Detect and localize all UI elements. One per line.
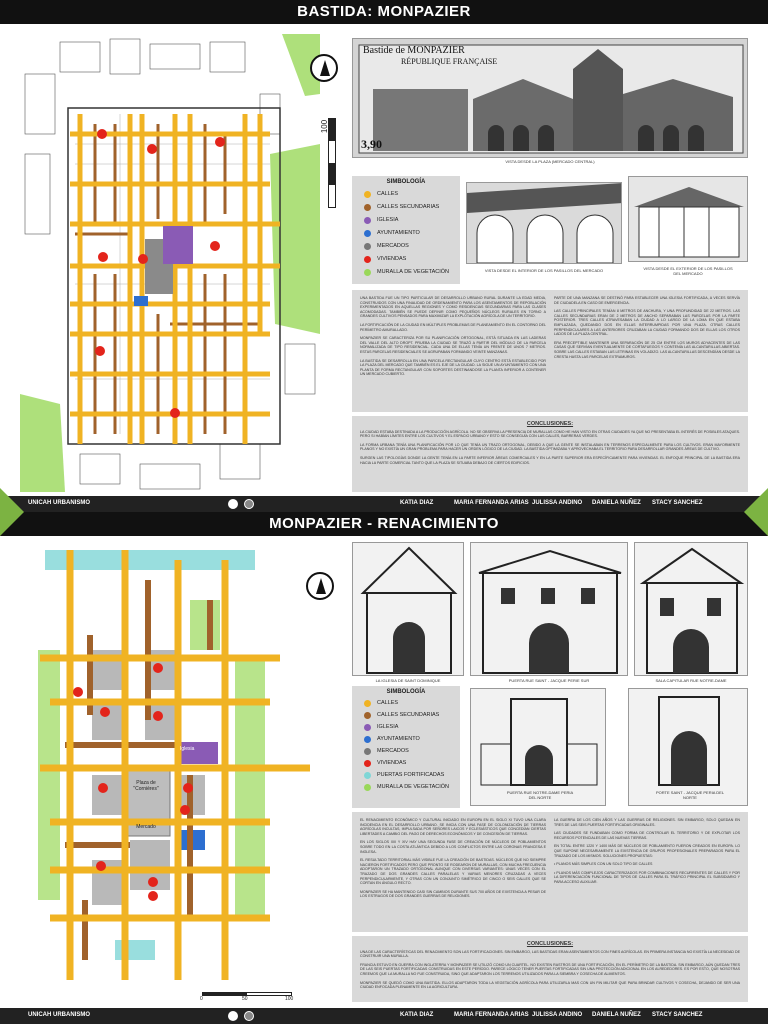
paragraph: LA FORTIFICACIÓN DE LA CIUDAD EN MÚLTIPLES PROBLEMAS DE PLANEAMIENTO EN EL CONTORNO DEL PERÍMETRO AMURALLADO. bbox=[360, 322, 546, 332]
text-col-right bbox=[554, 296, 740, 363]
author-name: MARIA FERNANDA ARIAS bbox=[454, 1012, 529, 1018]
paragraph: LAS CALLES PRINCIPALES TENÍAN 8 METROS DE ANCHURA, Y UNA PROFUNDIDAD DE 22 METROS. LAS CALLES SECUNDARIAS ERAN DE 2 METROS DE ANCHO SEPARABAN LAS PARCELAS POR LA PARTE POSTERIOR. TRES CALLES ATRAVESABAN LA CIUDAD A LO LARGO DE LA LOMA EN QUE ESTABA EMPLAZADA, QUEDANDO DOS EN ELLAS INTERRUMPIDAS POR UNA PLAZA. OTRAS CALLES PERPENDICULARES A LAS ANTERIORES CRUZABAN LA CIUDAD FORMANDO DOS DE ELLAS LOS OTROS LADOS DE LA PLAZA CENTRAL. bbox=[554, 309, 740, 337]
bastida-map bbox=[20, 34, 320, 492]
legend-title: SIMBOLOGÍA bbox=[386, 689, 426, 695]
legend-label: PUERTAS FORTIFICADAS bbox=[377, 772, 445, 778]
text-panel-2 bbox=[352, 812, 748, 932]
text-panel-1 bbox=[352, 290, 748, 412]
legend-swatch-icon bbox=[364, 760, 371, 767]
legend-label: MERCADOS bbox=[377, 748, 409, 754]
sheet2-title: MONPAZIER - RENACIMIENTO bbox=[0, 512, 768, 536]
logo-icon bbox=[244, 499, 254, 509]
logo-icon bbox=[244, 1011, 254, 1021]
sketch-gate-saint-jacque bbox=[470, 542, 628, 676]
legend-item bbox=[364, 190, 460, 198]
legend-item bbox=[364, 216, 460, 224]
legend-label: MURALLA DE VEGETACIÓN bbox=[377, 269, 450, 275]
mercado-label: Mercado bbox=[136, 824, 156, 830]
paragraph: FRANCIA ESTUVO EN GUERRA CON INGLATERRA Y MONPAZIER SE UTILIZÓ COMO UN CUARTEL. NO EXISTEN RASTROS DE UNA FORTIFICACIÓN, EN EL PERÍMETRO DE LA BASTIDA. SIN EMBARGO, AÚN QUEDAN TRES DE LAS SEIS PUERTAS FORTIFICADAS CONSTRUIDAS EN ESTE PERÍODO. PARECE LÓGICO TENER PUERTAS FORTIFICADAS SIN UNA PROTECCIÓN ADICIONAL EN LOS ALREDEDORES. ES POR ESTO, QUE NOSOTRAS CREEMOS QUE LA MURALLA NO FUE CONSTRUIDA, SINO QUE ADAPTARON LOS TERRENOS UTILIZADOS PARA LA SIEMBRA Y COSECHA DE ALIMENTOS. bbox=[360, 962, 740, 976]
paragraph: LA CIUDAD ESTABA DESTINADA A LA PRODUCCIÓN AGRÍCOLA. NO SE OBSERVA LA PRESENCIA DE MURALLAS COMO HE HAN VISTO EN OTRAS CIUDADES YA QUE NO PRESENTABA EL INTERÉS DE POSIBLES ATAQUES. PERO SI HABÍAN LÍMITES ENTRE LOS CULTIVOS Y EL ESPACIO URBANO Y ESTO SE CONSEGUÍA CON LAS CALLES, BARRERAS VERDES. bbox=[360, 429, 740, 439]
caption-church: LA IGLESIA DE SAINT DOMINIQUE bbox=[375, 678, 441, 683]
legend-label: CALLES bbox=[377, 700, 399, 706]
stamp-price: 3,90 bbox=[361, 137, 382, 151]
legend-item bbox=[364, 723, 460, 731]
legend-swatch-icon bbox=[364, 784, 371, 791]
stamp-country: RÉPUBLIQUE FRANÇAISE bbox=[401, 57, 498, 66]
legend-item bbox=[364, 268, 460, 276]
text-col-left bbox=[360, 818, 546, 903]
legend-item bbox=[364, 747, 460, 755]
author-name: KATIA DIAZ bbox=[400, 500, 434, 506]
corner-decoration bbox=[744, 488, 768, 512]
paragraph: EL RESULTADO TERRITORIAL MÁS VISIBLE FUE LA CREACIÓN DE BASTIDAS. NÚCLEOS QUE NO SIEMPRE NACIERON FORTIFICADOS PERO QUE PRONTO SE RODEARON DE MURALLAS, CON MUCHA FRECUENCIA ADOPTARON UN TRAZADO ORTOGONAL AUNQUE CON DIVERSAS VARIANTES: UNAS VECES CON EL TRAZADO DE DOS GRANDES CALLES PARALELAS Y VARIAS MENORES CRUZADAS A VECES PERPENDICULARMENTE, Y OTRAS CON UN CONJUNTO SIMÉTRICO DE CINCO O SEIS CALLES QUE SE CORTAN EN ÁNGULO RECTO. bbox=[360, 858, 546, 886]
legend-item bbox=[364, 203, 460, 211]
paragraph: SURGEN LAS TIPOLOGÍAS DONDE LA GENTE TENÍA EN LA PARTE INFERIOR ÁREAS COMERCIALES Y EN LA PARTE SUPERIOR ERA ESPECÍFICAMENTE PARA VIVIENDAS. EL ENFOQUE PRINCIPAL DE LA BASTIDA ERA HACIA LA PARTE COMERCIAL TANTO QUE LA PLAZA SE SITUABA DEBAJO DE CIERTOS EDIFICIOS. bbox=[360, 455, 740, 465]
paragraph: LA GUERRA DE LOS CIEN AÑOS Y LAS GUERRAS DE RELIGIONES. SIN EMBARGO, SOLO QUEDAN EN TRES DE LAS SEIS PUERTAS FORTIFICADAS ORIGINALES. bbox=[554, 818, 740, 827]
conclusions-title: CONCLUSIONES: bbox=[526, 421, 574, 427]
legend-label: CALLES bbox=[377, 191, 399, 197]
author-name: DANIELA NUÑEZ bbox=[592, 500, 641, 506]
caption-plaza: VISTA DESDE LA PLAZA (MERCADO CENTRAL) bbox=[505, 159, 595, 164]
caption-notre-dame: PUERTA RUE NOTRE-DAME PERIA DEL NORTE bbox=[506, 790, 574, 800]
paragraph: LA FORMA URBANA TENÍA UNA PLANIFICACIÓN POR LO QUE TENÍA UN TRAZO ORTOGONAL, DEBIDO A QUE LA GENTE SE INSTALABAN EN TERRENOS ESPECIALMENTE PARA LOS CULTIVOS. ERAN MAYORMENTE PLANOS Y NO EXISTÍA UN GRAN PROBLEMA PARA HACER UN ORDEN LÓGICO DE LA CIUDAD. LA BASTIDA OPTIMIZABA Y APROVECHABA EL TERRITORIO PARA DESARROLLAR GRANDES ÁREAS DE CULTIVO. bbox=[360, 442, 740, 452]
legend-2 bbox=[352, 686, 460, 808]
legend-label: MURALLA DE VEGETACIÓN bbox=[377, 784, 450, 790]
legend-swatch-icon bbox=[364, 243, 371, 250]
legend-swatch-icon bbox=[364, 700, 371, 707]
legend-item bbox=[364, 229, 460, 237]
footer-1 bbox=[0, 496, 768, 512]
course-label: UNICAH URBANISMO bbox=[28, 500, 90, 506]
paragraph: LA BASTIDA SE DESARROLLA EN UNA PARCELA RECTANGULAR CUYO CENTRO ESTÁ ESTABLECIDO POR LA PLAZA DEL MERCADO QUE TAMBIÉN ES EL EJE DE LA CIUDAD. LA SIGUE UN AYUNTAMIENTO CON UNA PLANTA DE FORMA RECTANGULAR CON SOPORTES DESTINANDOSE LA PLANTA INFERIOR A CONTENER UN MERCADO CUBIERTO. bbox=[360, 358, 546, 377]
author-name: KATIA DIAZ bbox=[400, 1012, 434, 1018]
renacimiento-map bbox=[30, 540, 320, 1004]
course-label: UNICAH URBANISMO bbox=[28, 1012, 90, 1018]
corner-decoration bbox=[744, 512, 768, 536]
north-arrow-icon bbox=[306, 572, 334, 600]
text-col-left bbox=[360, 296, 546, 381]
market-interior-drawing bbox=[467, 183, 622, 264]
legend-swatch-icon bbox=[364, 256, 371, 263]
paragraph: • PLANOS MÁS COMPLEJOS CARACTERIZADOS POR COMBINACIONES RECURRENTES DE CALLES Y POR LA DIFERENCIACIÓN FUNCIONAL DE TIPOS DE CALLES PARA EL TRÁFICO PRINCIPAL EL SUBSIDIARIO Y PARA ACCESO AUXILIAR. bbox=[554, 870, 740, 884]
scale-100: 100 bbox=[285, 996, 294, 1002]
sheet-renacimiento bbox=[0, 512, 768, 1024]
author-name: STACY SANCHEZ bbox=[652, 1012, 703, 1018]
conclusions-1 bbox=[352, 416, 748, 492]
sketch-gate-drawing bbox=[471, 543, 628, 676]
sheet1-title: BASTIDA: MONPAZIER bbox=[0, 0, 768, 24]
legend-swatch-icon bbox=[364, 724, 371, 731]
legend-label: IGLESIA bbox=[377, 217, 399, 223]
legend-label: AYUNTAMIENTO bbox=[377, 230, 420, 236]
market-interior-photo bbox=[466, 182, 622, 264]
legend-label: CALLES SECUNDARIAS bbox=[377, 204, 440, 210]
caption-saint-jacque: PUERTA RUE SAINT - JACQUE PERIE SUR bbox=[508, 678, 590, 683]
corner-decoration bbox=[0, 488, 24, 512]
sketch-sala-capitular bbox=[634, 542, 748, 676]
conclusions-2 bbox=[352, 936, 748, 1002]
legend-item bbox=[364, 735, 460, 743]
sketch-church-drawing bbox=[353, 543, 464, 676]
paragraph: MONPAZIER SE CARACTERIZA POR SU PLANIFICACIÓN ORTOGONAL, ESTÁ SITUADA EN LAS LADERAS DEL VALLE DEL ALTO DROPT. PRUEBA LA CIUDAD SE TRAZÓ A PARTIR DEL MÓDULO DE LA PARCELA NORMALIZADA DE TIPO RESIDENCIAL. CADA UNA DE ELLAS TENÍA UN FRENTE DE UNOS 7 METROS. ESTAS PARCELAS RESIDENCIALES SE AGRUPABAN FORMANDO VEINTE MANZANAS. bbox=[360, 336, 546, 354]
scale-bar bbox=[328, 118, 336, 208]
legend-item bbox=[364, 759, 460, 767]
caption-interior: VISTA DESDE EL INTERIOR DE LOS PASILLOS DEL MERCADO bbox=[484, 268, 604, 273]
author-name: DANIELA NUÑEZ bbox=[592, 1012, 641, 1018]
sketch-porte-drawing bbox=[629, 689, 748, 789]
logo-icon bbox=[228, 499, 238, 509]
text-col-right bbox=[554, 818, 740, 889]
north-arrow-icon bbox=[310, 54, 338, 82]
legend-label: AYUNTAMIENTO bbox=[377, 736, 420, 742]
paragraph: UNA DE LAS CARACTERÍSTICAS DEL RENACIMIENTO SON LAS FORTIFICACIONES. SIN EMBARGO, LAS BASTIDAS ERAN ASENTAMIENTOS CON FINES AGRÍCOLAS. EN PRIMERA INSTANCIA NO EXISTÍA LA NECESIDAD DE CONSTRUIR UNA MURALLA. bbox=[360, 949, 740, 959]
caption-exterior: VISTA DESDE EL EXTERIOR DE LOS PASILLOS DEL MERCADO bbox=[643, 266, 733, 276]
legend-item bbox=[364, 711, 460, 719]
market-exterior-drawing bbox=[629, 177, 748, 262]
conclusions-body bbox=[360, 430, 740, 466]
scale-label: 100 bbox=[320, 119, 330, 134]
scale-50: 50 bbox=[242, 996, 248, 1002]
legend-swatch-icon bbox=[364, 772, 371, 779]
legend-label: CALLES SECUNDARIAS bbox=[377, 712, 440, 718]
legend-swatch-icon bbox=[364, 269, 371, 276]
caption-sala: SALA CAPITULAR RUE NOTRE-DAME bbox=[655, 678, 727, 683]
sketch-notre-dame-gate bbox=[470, 688, 606, 806]
legend-swatch-icon bbox=[364, 191, 371, 198]
legend-swatch-icon bbox=[364, 748, 371, 755]
legend-label: VIVIENDAS bbox=[377, 256, 407, 262]
legend-item bbox=[364, 255, 460, 263]
conclusions-title: CONCLUSIONES: bbox=[526, 941, 574, 947]
legend-swatch-icon bbox=[364, 204, 371, 211]
legend-1 bbox=[352, 176, 460, 284]
paragraph: MONPAZIER SE QUEDÓ COMO UNA BASTIDA. ELLOS ADAPTARON TODA LA VEGETACIÓN AGRÍCOLA PARA UTILIZARLA MAS CON UN FIN MILITAR QUE PARA BRINDAR CULTIVOS Y COSECHA, DEJANDO DE SER UNA CIUDAD ENFOCADA PLENAMENTE EN LA AGRICULTURA. bbox=[360, 980, 740, 990]
corner-decoration bbox=[0, 512, 24, 536]
legend-swatch-icon bbox=[364, 736, 371, 743]
paragraph: PARTE DE UNA MANZANA SE DESTINÓ PARA ESTABLECER UNA IGLESIA FORTIFICADA, A VECES SERVÍA DE CIUDADELA EN CASO DE EMERGENCIA. bbox=[554, 296, 740, 305]
plaza-label: Plaza de "Cornières" bbox=[133, 780, 159, 792]
iglesia-label: Iglesia bbox=[180, 746, 195, 752]
sketch-notre-dame-drawing bbox=[471, 689, 606, 789]
paragraph: LAS CIUDADES SE FUNDABAN COMO FORMA DE CONTROLAR EL TERRITORIO Y DE EXPLOTAR LOS RECURSOS POTENCIALES DE LAS NUEVAS TIERRAS. bbox=[554, 831, 740, 840]
sketch-church bbox=[352, 542, 464, 676]
conclusions-body bbox=[360, 950, 740, 990]
paragraph: EN LOS SIGLOS XIII Y XIV HAY UNA SEGUNDA FASE DE CREACIÓN DE NÚCLEOS DE POBLAMIENTOS SOBRE TODO EN LA COSTA ATLÁNTICA DEBIDO A LOS CONFLICTOS ENTRE LAS CORONAS FRANCESA E INGLESA. bbox=[360, 840, 546, 854]
paragraph: MONPAZIER SE HA MANTENIDO CASI SIN CAMBIOS DURANTE SUS 700 AÑOS DE EXISTENCIA A PESAR DE LOS ESTRAGOS DE DOS GRANDES GUERRAS DE RELIGIONES. bbox=[360, 889, 546, 899]
author-name: JULISSA ANDINO bbox=[532, 500, 583, 506]
renacimiento-map-drawing bbox=[30, 540, 320, 1004]
paragraph: ERA PRECEPTIBLE MANTENER UNA SEPARACIÓN DE 25 CM ENTRE LOS MUROS ADYACENTES DE LAS CASAS QUE SERVÍAN EVENTUALMENTE DE CORTAFUEGOS Y CONTENÍA LAS ALCANTARILLAS ABIERTAS. SOBRE LAS CALLES ESTABAN LAS LETRINAS EN VOLADIZO. LAS ALCANTARILLAS DESCENDÍAN DESDE LA CRESTA HASTA LAS PARCELAS EXTRAMUROS. bbox=[554, 340, 740, 359]
legend-item bbox=[364, 771, 460, 779]
caption-porte: PORTE SAINT - JACQUE PERIA DEL NORTE bbox=[655, 790, 725, 800]
author-name: JULISSA ANDINO bbox=[532, 1012, 583, 1018]
footer-2 bbox=[0, 1008, 768, 1024]
legend-item bbox=[364, 783, 460, 791]
legend-label: IGLESIA bbox=[377, 724, 399, 730]
author-name: MARIA FERNANDA ARIAS bbox=[454, 500, 529, 506]
paragraph: EL RENACIMIENTO ECONÓMICO Y CULTURAL INICIADO EN EUROPA EN EL SIGLO XI TUVO UNA CLARA INCIDENCIA EN EL DESARROLLO URBANO. SE INICIA CON UNA FASE DE COLONIZACIÓN DE TIERRAS AGRÍCOLAS INCULTAS, IMPULSADA POR SEÑORES LAICOS Y ECLESIÁSTICOS QUE CONCEDÍAN CIERTAS LIBERTADES A CAMBIO DEL PAGO DE DERECHOS ECONÓMICOS Y DE CONCESIÓN DE TIERRAS. bbox=[360, 818, 546, 836]
sketch-sala-drawing bbox=[635, 543, 748, 676]
legend-title: SIMBOLOGÍA bbox=[386, 179, 426, 185]
stamp-title: Bastide de MONPAZIER bbox=[363, 45, 465, 56]
paragraph: • PLANOS MÁS SIMPLES CON UN SOLO TIPO DE CALLES bbox=[554, 862, 653, 867]
legend-label: VIVIENDAS bbox=[377, 760, 407, 766]
bastida-map-drawing bbox=[20, 34, 320, 492]
legend-label: MERCADOS bbox=[377, 243, 409, 249]
legend-item bbox=[364, 699, 460, 707]
stamp-image bbox=[352, 38, 748, 158]
sketch-porte-saint-jacque bbox=[628, 688, 748, 806]
legend-swatch-icon bbox=[364, 712, 371, 719]
logo-icon bbox=[228, 1011, 238, 1021]
legend-swatch-icon bbox=[364, 217, 371, 224]
author-name: STACY SANCHEZ bbox=[652, 500, 703, 506]
paragraph: EN TOTAL ENTRE 1220 Y 1400 MÁS DE NÚCLEOS DE POBLAMIENTO FUERON CREADOS EN EUROPA. LO QUE SUPONE NECESARIAMENTE LA EXISTENCIA DE GRUPOS PROFESIONALES PREPARADOS PARA EL TRAZADO DE LOS MISMOS. SOLUCIONES PROPUESTAS: bbox=[554, 844, 740, 858]
legend-swatch-icon bbox=[364, 230, 371, 237]
legend-item bbox=[364, 242, 460, 250]
market-exterior-photo bbox=[628, 176, 748, 262]
scale-0: 0 bbox=[200, 996, 203, 1002]
paragraph: UNA BASTIDA FUE UN TIPO PARTICULAR DE DESARROLLO URBANO RURAL DURANTE LA EDAD MEDIA, CONSTRUIDOS CON UNA FINALIDAD DE ORDENAMIENTO PARA LOS ASENTAMIENTOS DE REPOBLACIÓN EXPERIMENTADOS EN AQUELLAS REGIONES Y COMO RESIDENCIAS SECUNDARIAS PARA LAS CLASES ACOMODADAS. TAMBIÉN SE PUEDE DEFINIR COMO PEQUEÑOS NÚCLEOS RURALES EN TORNO A GRANDES CULTIVOS PENSADOS PARA MAXIMIZAR LA EXPLOTACIÓN AGRÍCOLA DE UN TERRITORIO. bbox=[360, 296, 546, 319]
